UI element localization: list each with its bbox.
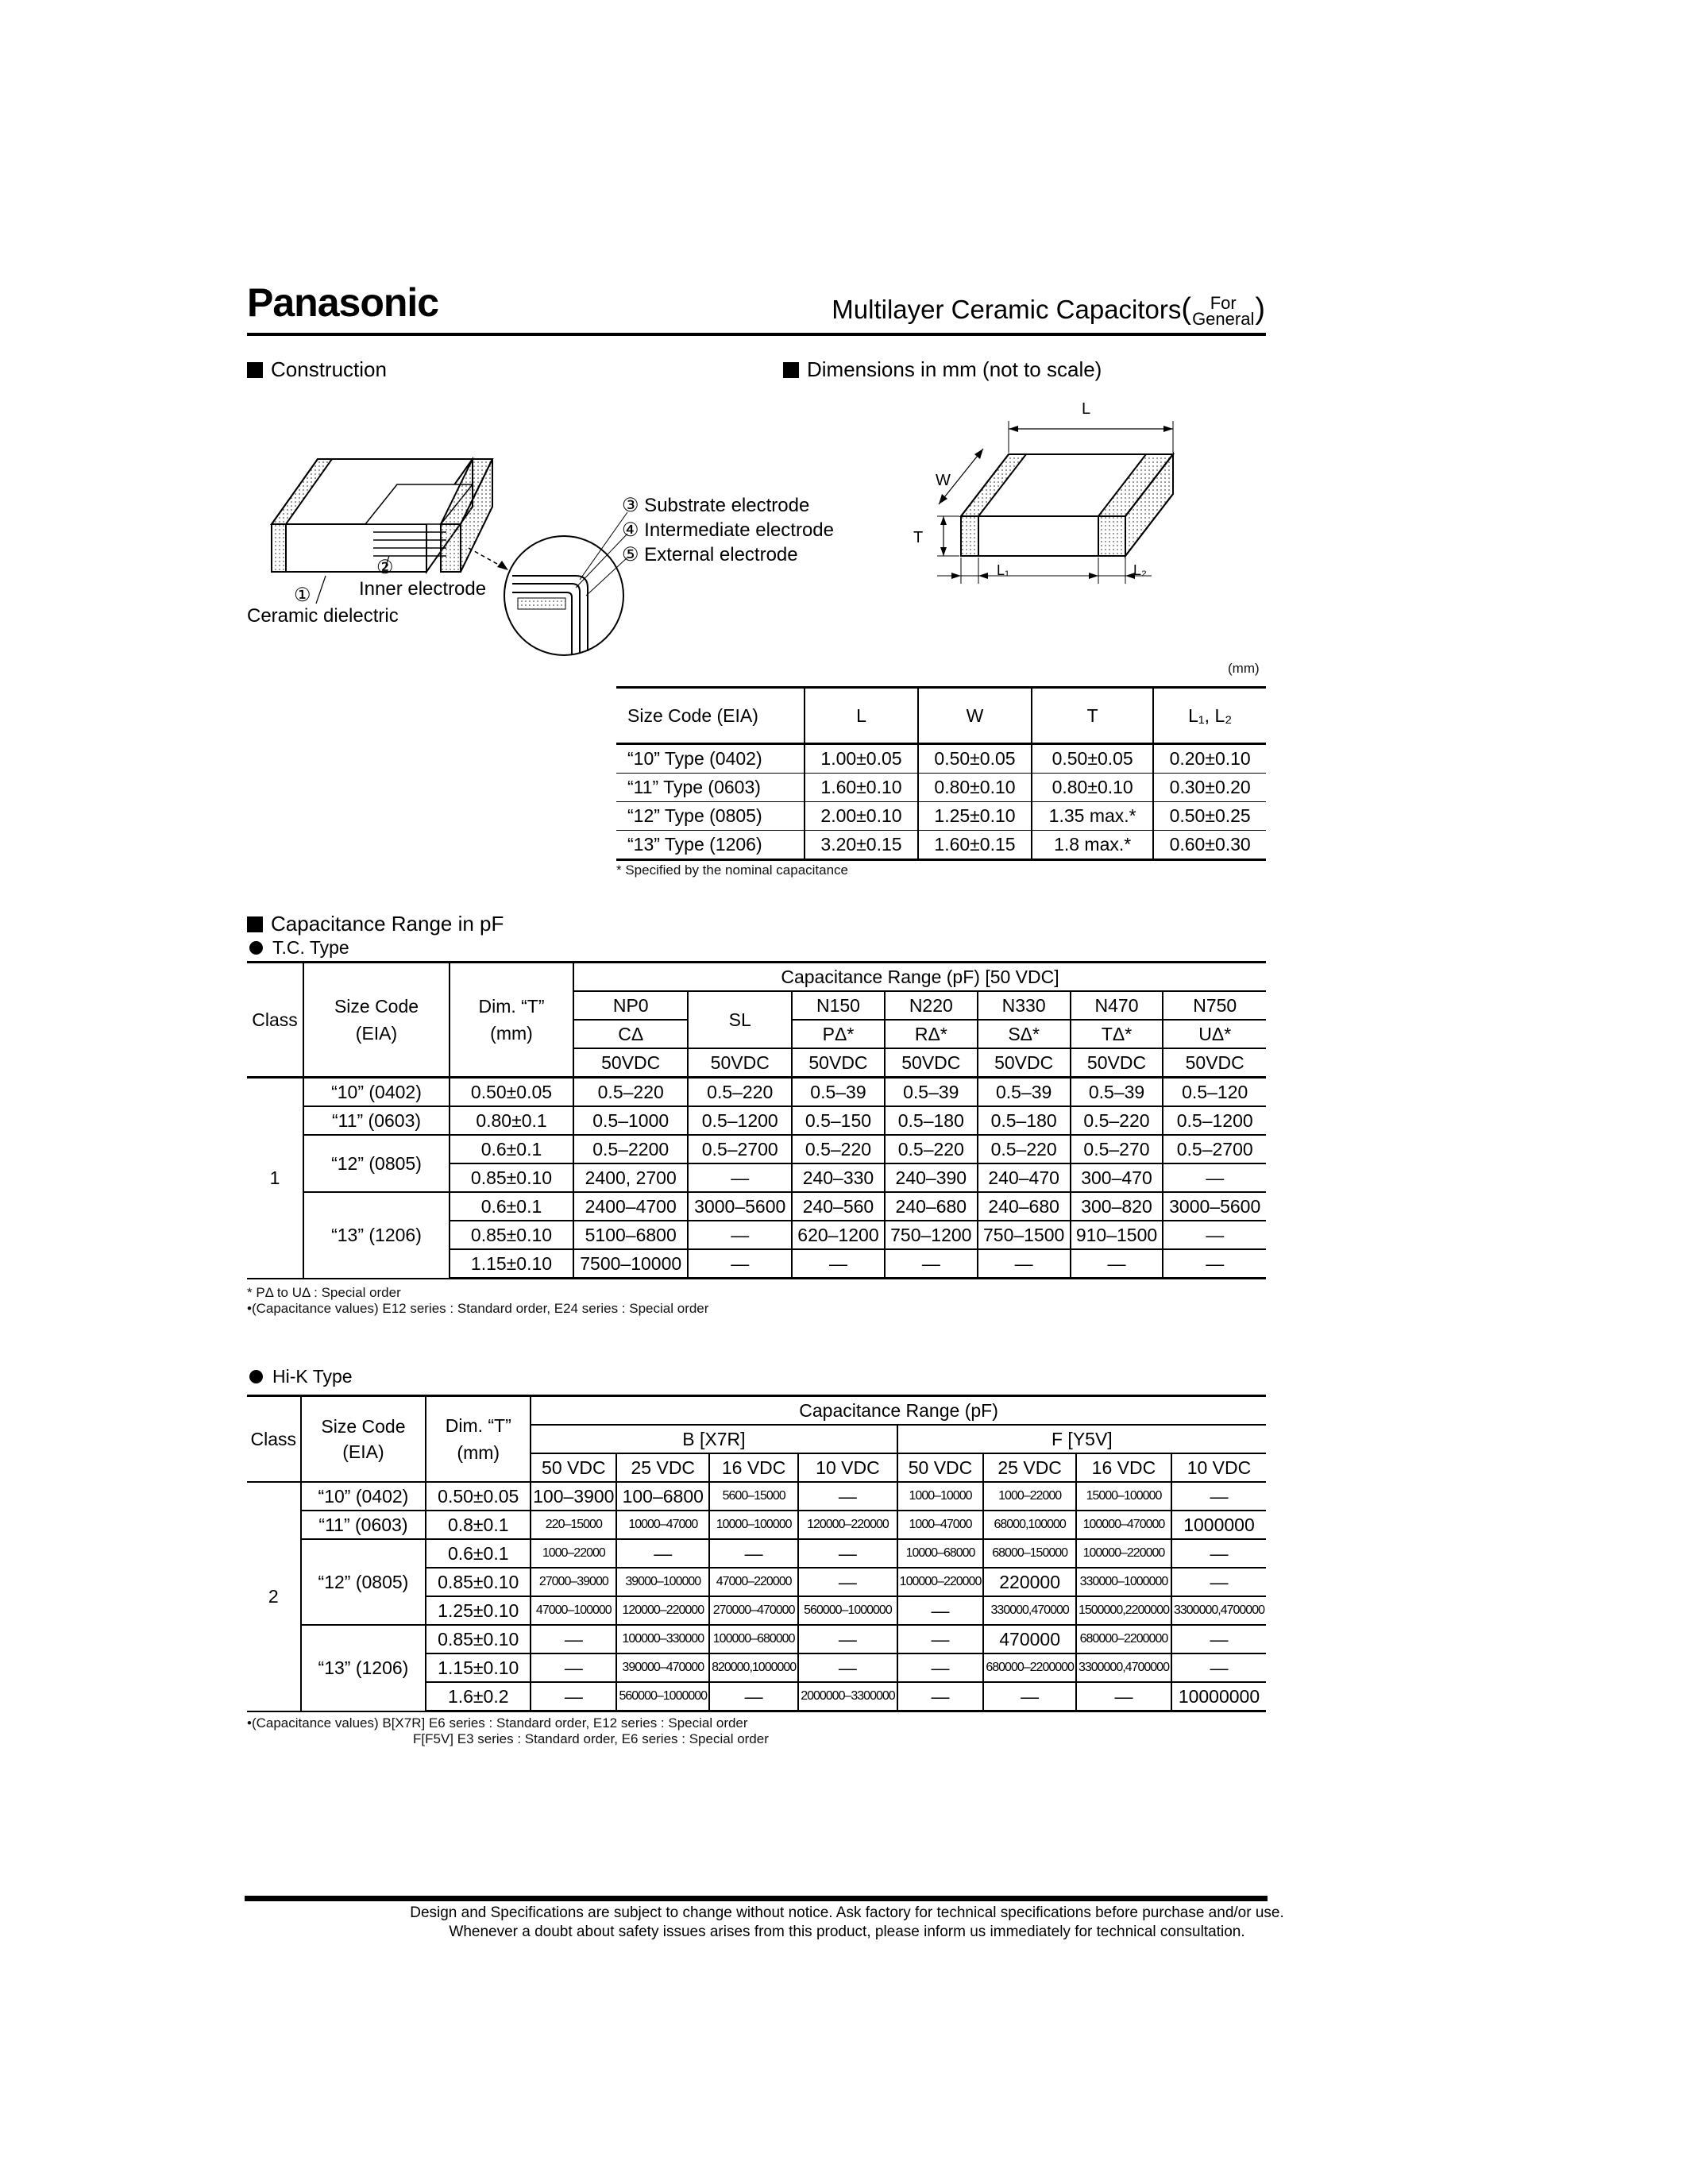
table-cell: 0.5–220 — [688, 1078, 792, 1107]
col-header-range: Capacitance Range (pF) — [531, 1396, 1266, 1426]
table-cell: — — [531, 1653, 616, 1682]
table-cell: 120000–220000 — [798, 1511, 897, 1539]
dimensions-table — [616, 686, 1266, 861]
table-cell: 68000,100000 — [983, 1511, 1076, 1539]
table-cell: 240–680 — [885, 1192, 978, 1221]
table-cell: — — [798, 1482, 897, 1511]
tc-note-2: •(Capacitance values) E12 series : Standard order, E24 series : Special order — [247, 1301, 709, 1316]
table-cell: 0.5–220 — [978, 1135, 1071, 1163]
table-cell: — — [798, 1568, 897, 1596]
col-header-voltage: 50VDC — [1071, 1048, 1163, 1078]
col-header: Size Code (EIA) — [616, 688, 805, 744]
dim-cell: 0.85±0.10 — [450, 1163, 573, 1192]
table-cell: 3000–5600 — [688, 1192, 792, 1221]
label-ceramic-dielectric: Ceramic dielectric — [247, 605, 399, 627]
dimensions-footnote: * Specified by the nominal capacitance — [616, 862, 849, 878]
table-cell: 270000–470000 — [709, 1596, 798, 1625]
col-header: T — [1032, 688, 1153, 744]
table-cell: 220000 — [983, 1568, 1076, 1596]
table-row — [247, 1078, 1266, 1107]
table-header-row — [247, 1396, 1266, 1426]
dim-cell: 1.15±0.10 — [426, 1653, 531, 1682]
table-cell: — — [709, 1539, 798, 1568]
label-two: ② — [376, 557, 394, 578]
size-cell: “11” (0603) — [301, 1511, 426, 1539]
dim-cell: 0.85±0.10 — [426, 1568, 531, 1596]
table-cell: 0.80±0.10 — [918, 774, 1032, 802]
table-cell: 3000–5600 — [1163, 1192, 1266, 1221]
table-cell: 0.5–220 — [1071, 1106, 1163, 1135]
dim-cell: 0.6±0.1 — [450, 1192, 573, 1221]
dim-cell: 1.25±0.10 — [426, 1596, 531, 1625]
table-cell: 750–1500 — [978, 1221, 1071, 1249]
label-L2: L₂ — [1133, 562, 1147, 578]
table-cell: — — [978, 1249, 1071, 1279]
col-header-code: TΔ* — [1071, 1020, 1163, 1048]
table-cell: 0.5–120 — [1163, 1078, 1266, 1107]
table-row — [616, 831, 1266, 860]
table-cell: 680000–2200000 — [983, 1653, 1076, 1682]
col-header-range: Capacitance Range (pF) [50 VDC] — [573, 963, 1266, 992]
table-row — [247, 1106, 1266, 1135]
col-header-size: Size Code (EIA) — [301, 1396, 426, 1483]
table-cell: 1.60±0.10 — [805, 774, 918, 802]
col-header: W — [918, 688, 1032, 744]
size-cell: “10” (0402) — [301, 1482, 426, 1511]
table-cell: 0.5–2700 — [1163, 1135, 1266, 1163]
table-cell: 5100–6800 — [573, 1221, 688, 1249]
col-header-voltage: 50 VDC — [531, 1453, 616, 1482]
table-cell: 0.5–220 — [792, 1135, 885, 1163]
table-cell: — — [1171, 1482, 1266, 1511]
table-cell: 240–470 — [978, 1163, 1071, 1192]
table-cell: — — [1171, 1625, 1266, 1653]
table-cell: 10000–68000 — [897, 1539, 984, 1568]
table-cell: 1.25±0.10 — [918, 802, 1032, 831]
size-cell: “13” (1206) — [301, 1625, 426, 1711]
table-cell: 10000–100000 — [709, 1511, 798, 1539]
hik-note-2: F[F5V] E3 series : Standard order, E6 series : Special order — [413, 1731, 769, 1746]
col-header-tc: NP0 — [573, 991, 688, 1020]
round-bullet-icon — [249, 941, 263, 955]
table-header-row — [616, 688, 1266, 744]
col-header-voltage: 16 VDC — [1076, 1453, 1171, 1482]
col-header-code: RΔ* — [885, 1020, 978, 1048]
table-cell: 240–390 — [885, 1163, 978, 1192]
table-row — [616, 774, 1266, 802]
square-bullet-icon — [247, 362, 263, 378]
table-cell: “10” Type (0402) — [616, 744, 805, 774]
table-cell: 0.5–1200 — [1163, 1106, 1266, 1135]
col-header-voltage: 50VDC — [792, 1048, 885, 1078]
table-cell: 240–680 — [978, 1192, 1071, 1221]
col-header-code: UΔ* — [1163, 1020, 1266, 1048]
table-cell: 750–1200 — [885, 1221, 978, 1249]
table-cell: 0.20±0.10 — [1153, 744, 1266, 774]
col-header-voltage: 16 VDC — [709, 1453, 798, 1482]
table-cell: 2.00±0.10 — [805, 802, 918, 831]
table-cell: — — [1163, 1163, 1266, 1192]
table-cell: — — [897, 1653, 984, 1682]
col-group-f: F [Y5V] — [897, 1425, 1266, 1453]
table-cell: — — [983, 1682, 1076, 1711]
table-cell: 300–820 — [1071, 1192, 1163, 1221]
col-header-voltage: 25 VDC — [616, 1453, 709, 1482]
table-cell: 0.5–2200 — [573, 1135, 688, 1163]
size-cell: “13” (1206) — [303, 1192, 450, 1279]
table-cell: 820000,1000000 — [709, 1653, 798, 1682]
header-rule — [247, 333, 1266, 336]
col-header-voltage: 50 VDC — [897, 1453, 984, 1482]
col-header-voltage: 10 VDC — [1171, 1453, 1266, 1482]
table-cell: 240–330 — [792, 1163, 885, 1192]
col-header-voltage: 50VDC — [688, 1048, 792, 1078]
table-cell: 10000000 — [1171, 1682, 1266, 1711]
col-header-tc: N330 — [978, 991, 1071, 1020]
col-header-voltage: 50VDC — [978, 1048, 1071, 1078]
footer-line-1: Design and Specifications are subject to change without notice. Ask factory for technical specifications before purchase and/or use. — [410, 1904, 1284, 1921]
dim-cell: 0.85±0.10 — [426, 1625, 531, 1653]
col-header-class: Class — [247, 963, 303, 1078]
table-cell: — — [709, 1682, 798, 1711]
dim-cell: 0.6±0.1 — [426, 1539, 531, 1568]
table-cell: 560000–1000000 — [798, 1596, 897, 1625]
table-cell: — — [1163, 1221, 1266, 1249]
table-cell: “11” Type (0603) — [616, 774, 805, 802]
table-cell: 1.60±0.15 — [918, 831, 1032, 860]
table-cell: 0.5–220 — [573, 1078, 688, 1107]
table-cell: 0.50±0.05 — [1032, 744, 1153, 774]
table-cell: 0.5–1200 — [688, 1106, 792, 1135]
size-cell: “10” (0402) — [303, 1078, 450, 1107]
hik-note-1: •(Capacitance values) B[X7R] E6 series : Standard order, E12 series : Special order — [247, 1715, 748, 1731]
label-T: T — [913, 529, 924, 546]
table-cell: — — [792, 1249, 885, 1279]
table-row — [247, 1192, 1266, 1221]
table-cell: 0.5–2700 — [688, 1135, 792, 1163]
col-header-voltage: 10 VDC — [798, 1453, 897, 1482]
table-cell: 68000–150000 — [983, 1539, 1076, 1568]
construction-heading: Construction — [247, 357, 387, 382]
table-cell: 220–15000 — [531, 1511, 616, 1539]
dimensions-heading: Dimensions in mm (not to scale) — [783, 357, 1102, 382]
table-cell: 620–1200 — [792, 1221, 885, 1249]
table-cell: 100000–220000 — [1076, 1539, 1171, 1568]
table-cell: 0.5–220 — [885, 1135, 978, 1163]
label-L1: L₁ — [997, 562, 1010, 578]
tc-type-heading: T.C. Type — [249, 937, 349, 959]
table-row — [247, 1511, 1266, 1539]
table-cell: 3300000,4700000 — [1171, 1596, 1266, 1625]
table-cell: 2000000–3300000 — [798, 1682, 897, 1711]
table-cell: 0.30±0.20 — [1153, 774, 1266, 802]
table-cell: — — [798, 1539, 897, 1568]
table-cell: 3.20±0.15 — [805, 831, 918, 860]
table-cell: 0.5–270 — [1071, 1135, 1163, 1163]
table-cell: 120000–220000 — [616, 1596, 709, 1625]
label-inner-electrode: Inner electrode — [359, 578, 487, 600]
table-header-row — [247, 963, 1266, 992]
table-cell: 47000–220000 — [709, 1568, 798, 1596]
col-group-b: B [X7R] — [531, 1425, 897, 1453]
title-super: For — [1210, 293, 1237, 314]
tc-capacitance-table — [247, 961, 1266, 1279]
col-header-tc: N150 — [792, 991, 885, 1020]
table-cell: 0.5–150 — [792, 1106, 885, 1135]
col-header-dim: Dim. “T” (mm) — [426, 1396, 531, 1483]
table-cell: 10000–47000 — [616, 1511, 709, 1539]
dim-cell: 0.80±0.1 — [450, 1106, 573, 1135]
table-cell: — — [1071, 1249, 1163, 1279]
table-cell: 1000–47000 — [897, 1511, 984, 1539]
table-cell: 2400–4700 — [573, 1192, 688, 1221]
square-bullet-icon — [247, 916, 263, 932]
title-sub: General — [1192, 309, 1255, 330]
table-cell: — — [798, 1625, 897, 1653]
round-bullet-icon — [249, 1370, 263, 1383]
table-cell: 1000000 — [1171, 1511, 1266, 1539]
table-cell: 680000–2200000 — [1076, 1625, 1171, 1653]
table-cell: 100000–220000 — [897, 1568, 984, 1596]
dim-cell: 0.85±0.10 — [450, 1221, 573, 1249]
col-header-class: Class — [247, 1396, 301, 1483]
dim-cell: 1.15±0.10 — [450, 1249, 573, 1279]
table-cell: 2400, 2700 — [573, 1163, 688, 1192]
table-cell: 3300000,4700000 — [1076, 1653, 1171, 1682]
document-title: Multilayer Ceramic Capacitors( For General ) — [832, 292, 1265, 330]
table-cell: 1.35 max.* — [1032, 802, 1153, 831]
table-cell: 910–1500 — [1071, 1221, 1163, 1249]
dimensions-diagram — [905, 397, 1271, 596]
size-cell: “12” (0805) — [303, 1135, 450, 1192]
table-cell: 1500000,2200000 — [1076, 1596, 1171, 1625]
table-cell: 0.5–39 — [1071, 1078, 1163, 1107]
table-cell: 330000–1000000 — [1076, 1568, 1171, 1596]
hik-capacitance-table — [247, 1395, 1266, 1712]
col-header-voltage: 25 VDC — [983, 1453, 1076, 1482]
table-cell: 390000–470000 — [616, 1653, 709, 1682]
footer-rule — [245, 1896, 1268, 1901]
col-header-tc: N220 — [885, 991, 978, 1020]
table-cell: — — [885, 1249, 978, 1279]
col-header-code: SΔ* — [978, 1020, 1071, 1048]
footer-line-2: Whenever a doubt about safety issues arises from this product, please inform us immediately for technical consultation. — [449, 1924, 1245, 1940]
title-text: Multilayer Ceramic Capacitors — [832, 295, 1182, 324]
table-cell: 100–3900 — [531, 1482, 616, 1511]
table-cell: — — [616, 1539, 709, 1568]
table-row — [616, 802, 1266, 831]
table-cell: — — [688, 1163, 792, 1192]
dim-cell: 0.6±0.1 — [450, 1135, 573, 1163]
table-cell: 0.60±0.30 — [1153, 831, 1266, 860]
col-header-voltage: 50VDC — [885, 1048, 978, 1078]
table-cell: — — [1171, 1568, 1266, 1596]
table-row — [247, 1482, 1266, 1511]
table-cell: — — [531, 1625, 616, 1653]
table-cell: — — [531, 1682, 616, 1711]
table-row — [247, 1135, 1266, 1163]
table-cell: 1000–22000 — [531, 1539, 616, 1568]
brand-logo: Panasonic — [247, 280, 439, 325]
table-cell: 330000,470000 — [983, 1596, 1076, 1625]
table-cell: — — [897, 1596, 984, 1625]
table-cell: 0.5–39 — [978, 1078, 1071, 1107]
table-row — [247, 1625, 1266, 1653]
table-cell: 0.5–39 — [885, 1078, 978, 1107]
table-cell: 470000 — [983, 1625, 1076, 1653]
table-cell: 1.00±0.05 — [805, 744, 918, 774]
class-cell: 2 — [247, 1482, 301, 1711]
dim-cell: 0.50±0.05 — [426, 1482, 531, 1511]
table-cell: — — [1076, 1682, 1171, 1711]
table-cell: 0.80±0.10 — [1032, 774, 1153, 802]
unit-label: (mm) — [1228, 661, 1260, 676]
label-intermediate-electrode: ④ Intermediate electrode — [622, 519, 834, 541]
col-header: L — [805, 688, 918, 744]
col-header-code: CΔ — [573, 1020, 688, 1048]
class-cell: 1 — [247, 1078, 303, 1279]
dim-cell: 1.6±0.2 — [426, 1682, 531, 1711]
table-cell: 1.8 max.* — [1032, 831, 1153, 860]
table-cell: 0.5–39 — [792, 1078, 885, 1107]
table-cell: 100000–330000 — [616, 1625, 709, 1653]
table-cell: 300–470 — [1071, 1163, 1163, 1192]
col-header-voltage: 50VDC — [573, 1048, 688, 1078]
table-cell: 100000–680000 — [709, 1625, 798, 1653]
square-bullet-icon — [783, 362, 799, 378]
capacitance-heading: Capacitance Range in pF — [247, 912, 504, 936]
hik-type-heading: Hi-K Type — [249, 1366, 353, 1387]
label-one: ① — [294, 585, 311, 606]
table-cell: “13” Type (1206) — [616, 831, 805, 860]
table-cell: — — [688, 1249, 792, 1279]
col-header-tc: N470 — [1071, 991, 1163, 1020]
col-header-dim: Dim. “T” (mm) — [450, 963, 573, 1078]
col-header-size: Size Code (EIA) — [303, 963, 450, 1078]
col-header-tc: N750 — [1163, 991, 1266, 1020]
table-cell: 5600–15000 — [709, 1482, 798, 1511]
table-cell: 240–560 — [792, 1192, 885, 1221]
table-cell: 1000–10000 — [897, 1482, 984, 1511]
table-cell: — — [798, 1653, 897, 1682]
table-cell: “12” Type (0805) — [616, 802, 805, 831]
table-cell: 0.5–1000 — [573, 1106, 688, 1135]
table-cell: — — [1171, 1539, 1266, 1568]
table-row — [247, 1539, 1266, 1568]
size-cell: “12” (0805) — [301, 1539, 426, 1625]
col-header-code: PΔ* — [792, 1020, 885, 1048]
table-cell: 560000–1000000 — [616, 1682, 709, 1711]
label-W: W — [936, 472, 951, 489]
label-external-electrode: ⑤ External electrode — [622, 544, 798, 565]
table-cell: — — [897, 1682, 984, 1711]
dim-cell: 0.50±0.05 — [450, 1078, 573, 1107]
tc-note-1: * PΔ to UΔ : Special order — [247, 1285, 401, 1300]
table-row — [616, 744, 1266, 774]
table-cell: 47000–100000 — [531, 1596, 616, 1625]
col-header: L₁, L₂ — [1153, 688, 1266, 744]
table-cell: 15000–100000 — [1076, 1482, 1171, 1511]
table-cell: 39000–100000 — [616, 1568, 709, 1596]
table-cell: 0.5–180 — [978, 1106, 1071, 1135]
label-substrate-electrode: ③ Substrate electrode — [622, 495, 810, 516]
table-cell: 27000–39000 — [531, 1568, 616, 1596]
table-cell: — — [897, 1625, 984, 1653]
table-cell: 100–6800 — [616, 1482, 709, 1511]
col-header-tc: SL — [688, 991, 792, 1048]
col-header-voltage: 50VDC — [1163, 1048, 1266, 1078]
table-cell: 7500–10000 — [573, 1249, 688, 1279]
table-cell: 100000–470000 — [1076, 1511, 1171, 1539]
table-cell: 0.5–180 — [885, 1106, 978, 1135]
size-cell: “11” (0603) — [303, 1106, 450, 1135]
table-cell: 0.50±0.25 — [1153, 802, 1266, 831]
table-cell: — — [1163, 1249, 1266, 1279]
dim-cell: 0.8±0.1 — [426, 1511, 531, 1539]
table-cell: 1000–22000 — [983, 1482, 1076, 1511]
table-cell: — — [1171, 1653, 1266, 1682]
label-L: L — [1082, 400, 1091, 418]
table-cell: — — [688, 1221, 792, 1249]
table-cell: 0.50±0.05 — [918, 744, 1032, 774]
